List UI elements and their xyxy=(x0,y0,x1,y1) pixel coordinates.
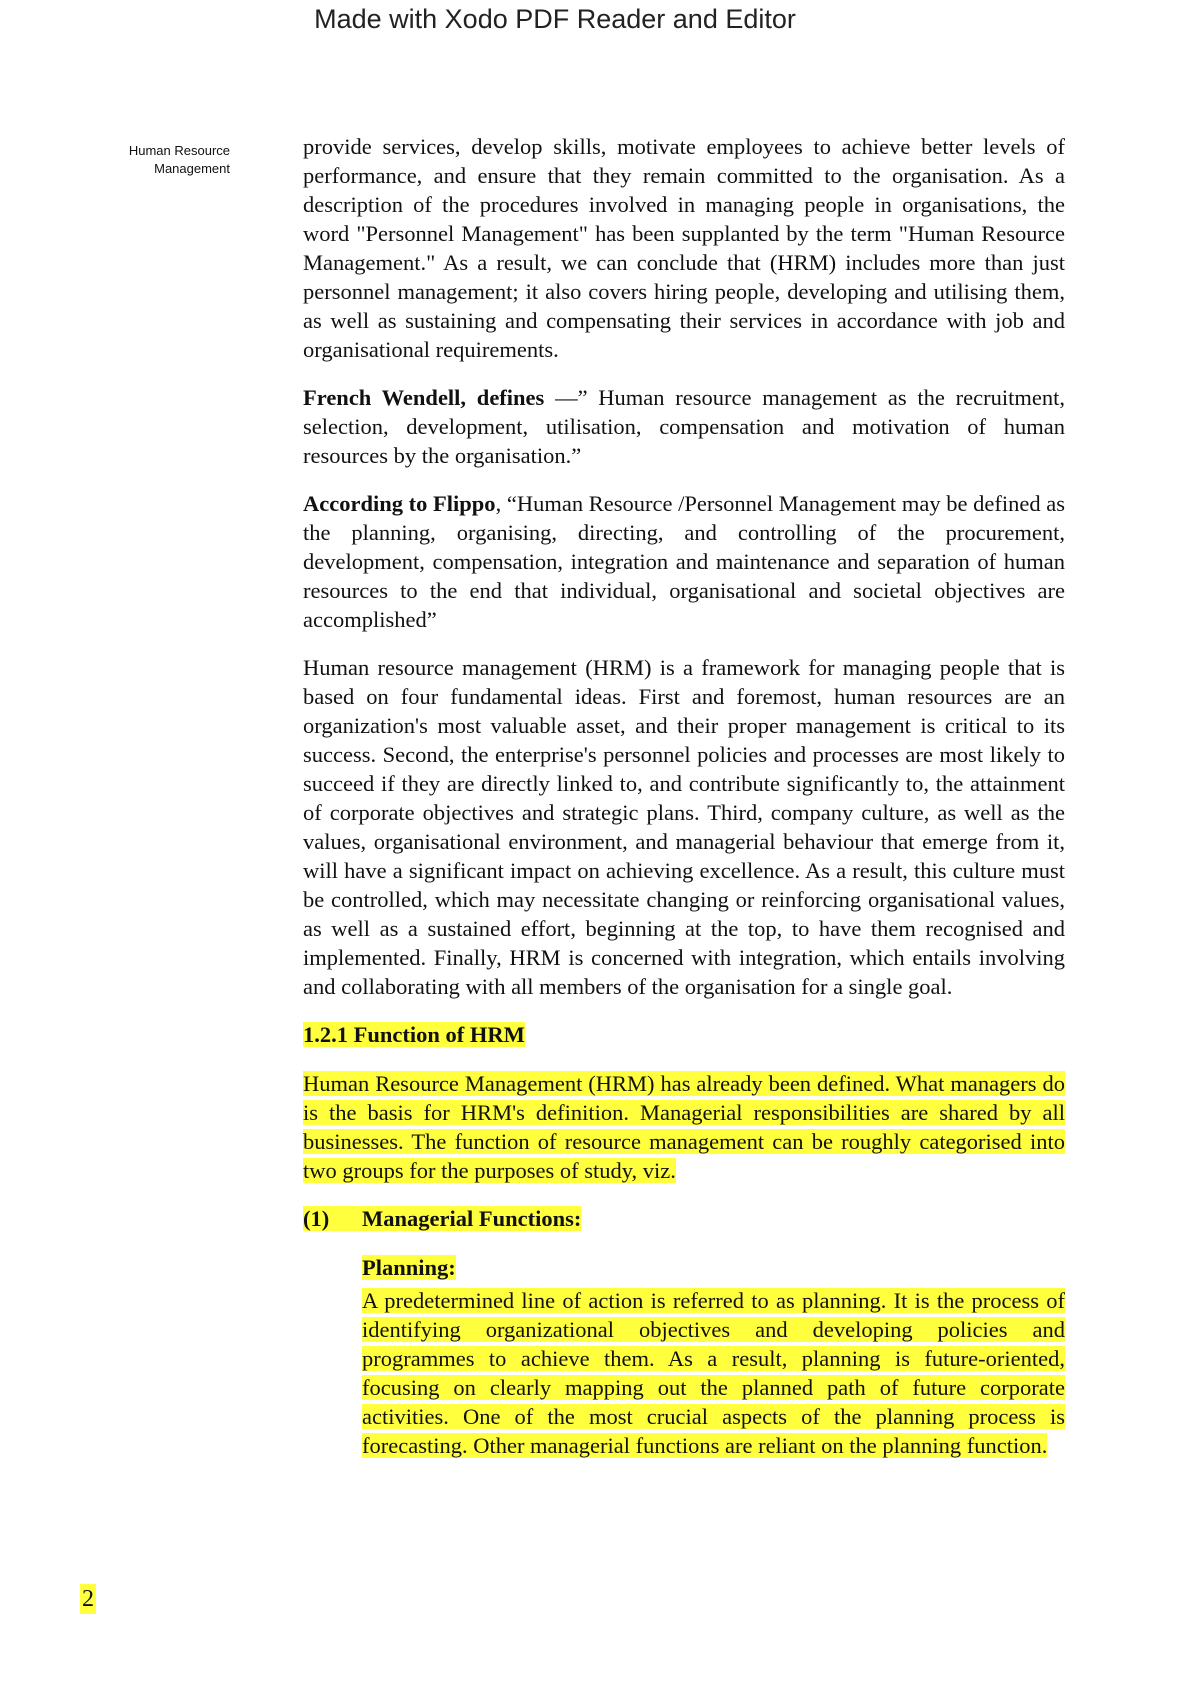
page-content xyxy=(303,132,1065,1460)
planning-text: A predetermined line of action is referred to as planning. It is the process of identifying organizational objectives and developing policies and programmes to achieve them. As a result, planning is future-oriented, focusing on clearly mapping out the planned path of future corporate activities. One of the most crucial aspects of the planning process is forecasting. Other managerial functions are reliant on the planning function. xyxy=(362,1288,1065,1458)
paragraph-2 xyxy=(303,383,1065,470)
section-heading-text: 1.2.1 Function of HRM xyxy=(303,1022,525,1047)
paragraph-2-lead: French Wendell, defines xyxy=(303,385,545,410)
paragraph-2-body: —” Human resource management as the recruitment, selection, development, utilisation, compensation and motivation of human resources by the organisation.” xyxy=(303,385,1065,468)
section-heading xyxy=(303,1020,1065,1049)
paragraph-1: provide services, develop skills, motivate employees to achieve better levels of performance, and ensure that they remain committed to the organisation. As a description of the procedures involved in managing people in organisations, the word "Personnel Management" has been supplanted by the term "Human Resource Management." As a result, we can conclude that (HRM) includes more than just personnel management; it also covers hiring people, developing and utilising them, as well as sustaining and compensating their services in accordance with job and organisational requirements. xyxy=(303,134,1065,362)
paragraph-3-body: , “Human Resource /Personnel Management may be defined as the planning, organising, directing, and controlling of the procurement, development, compensation, integration and maintenance and separation of human resources to the end that individual, organisational and societal objectives are accomplished” xyxy=(303,491,1065,632)
planning-block xyxy=(362,1253,1065,1460)
section-intro xyxy=(303,1069,1065,1185)
section-intro-text: Human Resource Management (HRM) has already been defined. What managers do is the basis for HRM's definition. Managerial responsibilities are shared by all businesses. The function of resource management can be roughly categorised into two groups for the purposes of study, viz. xyxy=(303,1071,1065,1183)
page-number: 2 xyxy=(82,1586,94,1612)
paragraph-4: Human resource management (HRM) is a framework for managing people that is based on four fundamental ideas. First and foremost, human resources are an organization's most valuable asset, and their proper management is critical to its success. Second, the enterprise's personnel policies and processes are most likely to succeed if they are directly linked to, and contribute significantly to, the attainment of corporate objectives and strategic plans. Third, company culture, as well as the values, organisational environment, and managerial behaviour that emerge from it, will have a significant impact on achieving excellence. As a result, this culture must be controlled, which may necessitate changing or reinforcing organisational values, as well as a sustained effort, beginning at the top, to have them recognised and implemented. Finally, HRM is concerned with integration, which entails involving and collaborating with all members of the organisation for a single goal. xyxy=(303,655,1065,999)
subsection-number: (1) xyxy=(303,1206,330,1231)
subsection-heading xyxy=(303,1204,1065,1233)
paragraph-3 xyxy=(303,489,1065,634)
margin-label-line2: Management xyxy=(154,161,230,176)
paragraph-3-lead: According to Flippo xyxy=(303,491,496,516)
planning-title: Planning: xyxy=(362,1255,456,1280)
margin-label-line1: Human Resource xyxy=(128,143,230,158)
subsection-title: Managerial Functions: xyxy=(362,1206,582,1231)
margin-label xyxy=(90,142,230,178)
watermark: Made with Xodo PDF Reader and Editor xyxy=(314,4,796,34)
